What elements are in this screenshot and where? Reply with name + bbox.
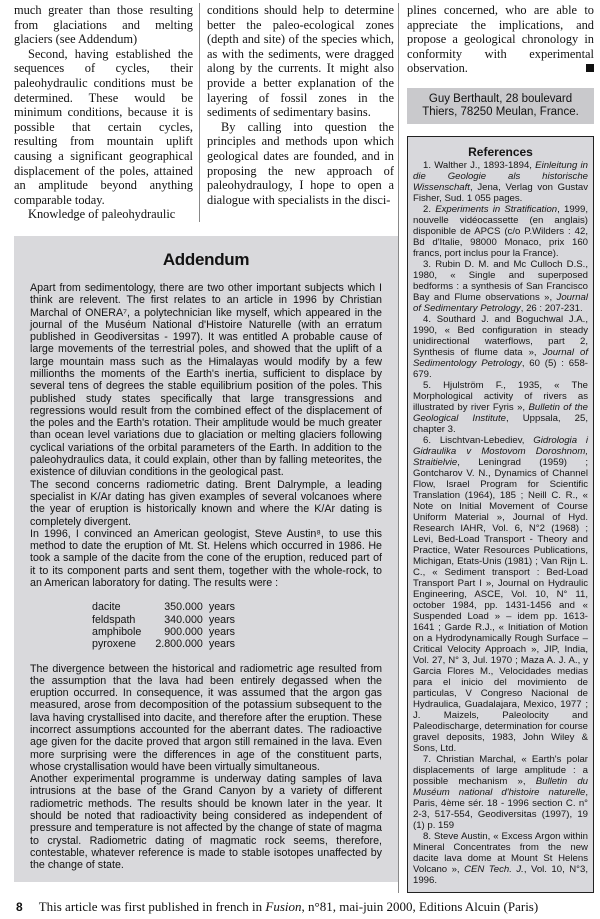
- mineral-name: feldspath: [92, 613, 136, 626]
- reference-text: 4. Southard J. and Boguchwal J.A., 1990, « Bed configuration in steady unidirectional waterflows, part 2, Synthesis of flume data »,: [413, 313, 588, 358]
- addendum-paragraph: The second concerns radiometric dating. Brent Dalrymple, a leading specialist in K/Ar dating has given examples of several volcanoes where the year of eruption is historically known and where the K/Ar dating is completely divergent.: [30, 478, 382, 528]
- article-column-2: [200, 3, 398, 207]
- footer-text-post: , n°81, mai-juin 2000, Editions Alcuin (Paris): [301, 898, 539, 914]
- reference-text: , Uppsala, 25, chapter 3.: [413, 412, 588, 435]
- footer-journal-name: Fusion: [265, 898, 302, 914]
- reference-text: 8. Steve Austin, « Excess Argon within Mineral Concentrates from the new dacite lava dome at Mount St Helens Volcano »,: [413, 830, 588, 875]
- reference-text: , Jena, Verlag von Gustav Fisher, Sud. 1 055 pages.: [413, 181, 588, 204]
- reference-text: 6. Lischtvan-Lebediev,: [423, 434, 534, 446]
- reference-title: Gidrologia i Gidraulika v Mostovom Doroshnom, Straitielvie: [413, 434, 588, 468]
- reference-text: 5. Hjulström F., 1935, « The Morphological activity of rivers as illustrated by river Fyris »,: [413, 379, 588, 413]
- mineral-name: pyroxene: [92, 638, 136, 651]
- mineral-name: amphibole: [92, 625, 142, 638]
- dating-row: [92, 601, 235, 613]
- reference-text: , Vol. 10, N°3, 1996.: [413, 863, 588, 886]
- addendum-paragraph: Another experimental programme is underway dating samples of lava intrusions at the base of the Grand Canyon by a variety of different radiometric methods. The results should be known later in the year. It should be noted that radioactivity being considered as independent of pressure and temperature is not affected by the change of state of magma to crystal. Radiometric dating of magmatic rock seems, therefore, contestable, whatever reference is made to stable isotopes unaffected by the change of state.: [30, 773, 382, 872]
- dating-results-body: [92, 601, 235, 650]
- article-paragraph: By calling into question the principles and methods upon which geological dates are founded, and in proposing the new approach of paleohydraulogy, I hope to open a dialogue with specialists in the disci-: [207, 119, 394, 207]
- reference-text: 2.: [423, 203, 436, 215]
- reference-text: 7. Christian Marchal, « Earth's polar displacements of large amplitude : a possible mechanism »,: [413, 753, 588, 787]
- age-value: 350.000: [164, 601, 203, 614]
- article-paragraph: plines concerned, who are able to appreciate the implications, and propose a geological chronology in conformity with experimental observation.: [407, 3, 594, 76]
- reference-item: [413, 380, 588, 435]
- dating-row: [92, 614, 235, 626]
- age-unit: years: [208, 601, 236, 614]
- reference-item: [413, 435, 588, 754]
- author-line-1: Guy Berthault, 28 boulevard: [428, 92, 573, 105]
- reference-text: , Leningrad (1959) ; Gontcharov V. N., Dynamics of Channel Flow, Israel Program for Scientific Translation (1964), 185 ; Neill C. R., « Note on Initial Movement of Course Uniform Material », Journal of Hyd. Research IAHR, Vol. 6, N°2 (1968) ; Levi, Bed-Load Transport - Theory and Practice, Water Resources Publications, Michigan, Etats-Unis (1981) ; Van Rijn L. C., « Sediment transport : Bed-Load Transport Part I », Journal on Hydraulic Engineering, ASCE, Vol. 10, N° 11, october 1984, pp. 1431-1456 and « Suspended Load » – idem pp. 1613-1641 ; Garde R.J., « Initiation of Motion on a Hydrodynamically Rough Surface – Critical Velocity Approach », JIP, India, Vol. 27, N° 3, Jul. 1970 ; Maza A. J. A., y Garcia Flores M., Velocidades medias para el inicio del movimiento de particulas, V Congreso Nacional de Hydraulica, Guadalajara, Mexico, 1977 ; J. Maizels, Paleolocity and Paleodischarge, determination for course gravel deposits, 1983, John Wiley & Sons, Ltd.: [413, 456, 588, 754]
- reference-title: Bulletin du Muséum national d'histoire naturelle: [413, 775, 588, 798]
- references-list: [413, 160, 588, 886]
- addendum-title: Addendum: [162, 249, 250, 269]
- article-paragraph: much greater than those resulting from glaciations and melting glaciers (see Addendum): [14, 3, 193, 47]
- dating-results-table: [92, 601, 235, 650]
- page-number: 8: [16, 899, 23, 914]
- reference-title: CEN Tech. J.: [464, 863, 524, 875]
- reference-title: Journal of Sedimentology Petrology: [413, 346, 588, 369]
- right-region: [398, 3, 594, 893]
- article-top-columns: [14, 3, 398, 222]
- age-value: 2.800.000: [155, 638, 203, 651]
- mineral-name: dacite: [92, 601, 121, 614]
- reference-title: Einleitung in die Geologie als historische Wissenschaft: [413, 159, 588, 193]
- author-address-box: [407, 88, 594, 124]
- age-unit: years: [208, 625, 236, 638]
- article-paragraph: Second, having established the sequences of cycles, their paleohydraulic conditions must be determined. These would be minimum conditions, because it is possible that certain cycles, resulting from mountain uplift causing a significant geographical displacement of the poles, attained an amplitude beyond anything comparable today.: [14, 46, 193, 207]
- end-of-article-mark-icon: [586, 64, 594, 72]
- reference-item: [413, 831, 588, 886]
- addendum-box: [14, 236, 398, 882]
- addendum-paragraph: The divergence between the historical and radiometric age resulted from the assumption that the lava had been entirely degassed when the eruption occurred. In consequence, it was assumed that the argon gas measured, arose from decomposition of the potassium subsequent to the lava having crystallised into dacite, and therefore after the eruption. These incorrect assumptions accounted for the aberrant dates. The radioactive age given for the dacite proved that argon still remained in the lava. Even more surprising were the differences in age of the constituent parts, whose crystallisation would have been virtually simultaneous.: [30, 662, 382, 773]
- reference-text: 3. Rubin D. M. and Mc Culloch D.S., 1980, « Single and superposed bedforms : a synthesis of San Francisco Bay and Flume observations »,: [413, 258, 588, 303]
- reference-item: [413, 314, 588, 380]
- article-column-1: [14, 3, 200, 222]
- addendum-paragraph: Apart from sedimentology, there are two other important subjects which I think are relevent. The first relates to an article in 1996 by Christian Marchal of ONERA⁷, a polytechnician like myself, which appeared in the journal of the Muséum National d'Histoire Naturelle (with an erratum published in Geodiversitas - 1997). It was entitled A probable cause of large movements of the terrestrial poles, and showed that the uplift of a large mountain mass such as the Himalayas would modify by a few millionths the moments of the Earth's inertia, sufficient to displace by several tens of degrees the stable equilibrium position of the poles. This published study states specifically that large transgressions and regressions would result from the combined effect of the displacement of the poles and the Earth's rotation. Their amplitude would be much greater than ocean level variations due to glaciation or melting glaciers following cyclical variations of the orbital parameters of the Earth. In addition to the paleohydraulics data, it could explain, other than by falling meteorites, the existence of diluvian conditions in the geological past.: [30, 281, 382, 479]
- age-value: 340.000: [164, 613, 203, 626]
- reference-item: [413, 754, 588, 831]
- author-line-2: Thiers, 78250 Meulan, France.: [422, 105, 579, 118]
- reference-text: , 26 : 207-231.: [520, 302, 583, 314]
- age-value: 900.000: [164, 625, 203, 638]
- age-unit: years: [208, 613, 236, 626]
- article-paragraph: conditions should help to determine better the paleo-ecological zones (depth and site) of the species which, as with the sediments, were dragged along by the currents. It might also provide a better explanation of the layering of fossil zones in the sediments of sedimentary basins.: [207, 3, 394, 120]
- reference-text: , 60 (5) : 658-679.: [413, 357, 588, 380]
- reference-text: , 1999, nouvelle vidéocassette (en anglais) disponible de APCS (c/o P.Wilders : 42, Bd d'Italie, 98000 Monaco, prix 160 francs, port inclus pour la France).: [413, 203, 588, 259]
- reference-title: Bulletin of the Geological Institute: [413, 401, 588, 424]
- article-paragraph: Knowledge of paleohydraulic: [28, 207, 176, 222]
- article-column-3: [407, 3, 594, 76]
- addendum-paragraph: In 1996, I convinced an American geologist, Steve Austin⁸, to use this method to date the eruption of Mt. St. Helens which occurred in 1986. He took a sample of the dacite from the cone of the eruption, reduced part of it to its component parts and sent them, together with the whole-rock, to an American laboratory for dating. The results were :: [30, 527, 382, 590]
- reference-text: 1. Walther J., 1893-1894,: [423, 159, 536, 171]
- references-title: References: [468, 144, 533, 159]
- reference-title: Experiments in Stratification: [435, 203, 558, 215]
- reference-text: , Paris, 4ème sér. 18 - 1996 section C. n° 2-3, 517-554, Geodiversitas (1997), 19 (1) p. 159: [413, 786, 588, 831]
- dating-row: [92, 626, 235, 638]
- reference-item: [413, 204, 588, 259]
- reference-title: Journal of Sedimentary Petrology: [413, 291, 588, 314]
- references-box: [407, 136, 594, 893]
- footer-text-pre: This article was first published in french in: [38, 898, 266, 914]
- age-unit: years: [208, 638, 236, 651]
- page-footer: [16, 899, 596, 915]
- left-region: [14, 3, 398, 882]
- dating-row: [92, 638, 235, 650]
- reference-item: [413, 160, 588, 204]
- reference-item: [413, 259, 588, 314]
